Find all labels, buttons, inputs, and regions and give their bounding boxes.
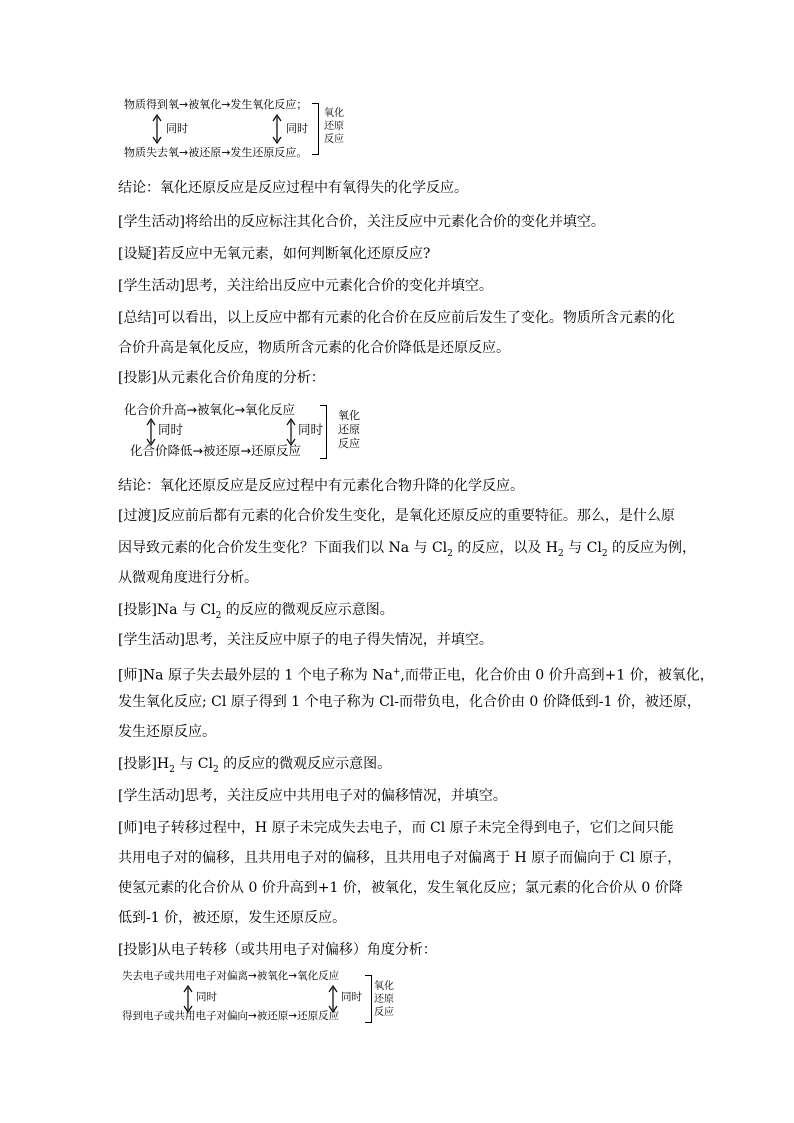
side-text: 反应 (324, 134, 344, 145)
side-text: 还原 (338, 423, 360, 436)
double-arrow-icon (183, 985, 193, 1013)
diagram2-top: 化合价升高→被氧化→氧化反应 (124, 402, 295, 417)
paragraph: [设疑]若反应中无氧元素，如何判断氧化还原反应? (118, 246, 431, 262)
side-text: 氧化 (374, 981, 394, 992)
diagram2-same-right: 同时 (298, 422, 324, 437)
diagram1-same-right: 同时 (286, 122, 308, 135)
double-arrow-icon (286, 418, 296, 446)
conclusion-1: 结论：氧化还原反应是反应过程中有氧得失的化学反应。 (118, 180, 468, 196)
paragraph (118, 754, 391, 780)
side-text: 氧化 (324, 108, 344, 119)
brace (312, 103, 319, 155)
paragraph: 发生还原反应。 (118, 724, 216, 740)
subscript: 2 (169, 764, 175, 775)
paragraph: [学生活动]将给出的反应标注其化合价，关注反应中元素化合价的变化并填空。 (118, 214, 605, 230)
side-text: 反应 (338, 437, 360, 450)
diagram1-bottom: 物质失去氧→被还原→发生还原反应。 (124, 146, 308, 159)
diagram1-side (324, 107, 344, 146)
diagram1-same-left: 同时 (166, 122, 188, 135)
paragraph: [投影]从元素化合价角度的分析： (118, 370, 325, 386)
subscript: 2 (215, 610, 222, 621)
diagram2-same-left: 同时 (158, 422, 184, 437)
subscript: 2 (212, 764, 219, 775)
side-text: 还原 (324, 121, 344, 132)
conclusion-2: 结论：氧化还原反应是反应过程中有元素化合物升降的化学反应。 (118, 478, 524, 494)
paragraph: [师]电子转移过程中，H 原子未完成失去电子，而 Cl 原子未完全得到电子，它们之间只能 (118, 820, 674, 836)
text-run: 的反应的微观反应示意图。 (218, 756, 392, 772)
text-run: 的反应为例， (607, 540, 696, 556)
text-run: 与 Cl (174, 756, 213, 772)
brace (320, 405, 327, 459)
subscript: 2 (447, 548, 453, 559)
diagram3-side (374, 980, 394, 1019)
diagram3-top: 失去电子或共用电子对偏离→被氧化→氧化反应 (122, 970, 340, 982)
paragraph (118, 600, 394, 626)
paragraph: [投影]从电子转移（或共用电子对偏移）角度分析： (118, 942, 437, 958)
side-text: 还原 (374, 994, 394, 1005)
subscript: 2 (557, 548, 564, 559)
text-run: ,而带正电，化合价由 0 价升高到+1 价，被氧化， (400, 667, 714, 684)
paragraph: 低到-1 价，被还原，发生还原反应。 (118, 910, 347, 926)
paragraph: 从微观角度进行分析。 (118, 570, 258, 586)
double-arrow-icon (272, 114, 282, 144)
diagram2-side (338, 409, 360, 451)
superscript: + (392, 667, 401, 677)
text-run: 的反应，以及 H (452, 540, 558, 556)
side-text: 反应 (374, 1007, 394, 1018)
text-run: [师]Na 原子失去最外层的 1 个电子称为 Na (118, 667, 393, 684)
side-text: 氧化 (338, 409, 360, 422)
paragraph: [总结]可以看出，以上反应中都有元素的化合价在反应前后发生了变化。物质所含元素的化 (118, 310, 675, 326)
diagram2-bottom: 化合价降低→被还原→还原反应 (130, 443, 301, 458)
diagram3-same-left: 同时 (196, 991, 217, 1003)
paragraph: 合价升高是氧化反应，物质所含元素的化合价降低是还原反应。 (118, 340, 510, 356)
brace (365, 975, 372, 1023)
paragraph (118, 538, 696, 564)
paragraph: 使氢元素的化合价从 0 价升高到+1 价，被氧化，发生氧化反应；氯元素的化合价从 0 价降 (118, 880, 683, 896)
paragraph: [学生活动]思考，关注给出反应中元素化合价的变化并填空。 (118, 278, 493, 294)
double-arrow-icon (146, 418, 156, 446)
text-run: 因导致元素的化合价发生变化？下面我们以 Na 与 Cl (118, 540, 448, 556)
paragraph (118, 662, 714, 686)
text-run: 与 Cl (563, 540, 602, 556)
paragraph: 发生氧化反应; Cl 原子得到 1 个电子称为 Cl-而带负电，化合价由 0 价降低到-1 价，被还原， (118, 694, 701, 710)
paragraph: [学生活动]思考，关注反应中共用电子对的偏移情况，并填空。 (118, 788, 507, 804)
paragraph: [学生活动]思考，关注反应中原子的电子得失情况，并填空。 (118, 632, 493, 648)
text-run: 的反应的微观反应示意图。 (221, 602, 394, 618)
diagram3-same-right: 同时 (341, 991, 362, 1003)
paragraph: [过渡]反应前后都有元素的化合价发生变化，是氧化还原反应的重要特征。那么，是什么原 (118, 508, 675, 524)
double-arrow-icon (328, 985, 338, 1013)
double-arrow-icon (152, 114, 162, 144)
text-run: [投影]Na 与 Cl (118, 602, 216, 618)
subscript: 2 (601, 548, 608, 559)
paragraph: 共用电子对的偏移，且共用电子对的偏移，且共用电子对偏离于 H 原子而偏向于 Cl 原子， (118, 850, 682, 866)
diagram3-bottom: 得到电子或共用电子对偏向→被还原→还原反应 (122, 1010, 340, 1022)
text-run: [投影]H (118, 756, 170, 772)
diagram1-top: 物质得到氧→被氧化→发生氧化反应； (124, 98, 308, 111)
